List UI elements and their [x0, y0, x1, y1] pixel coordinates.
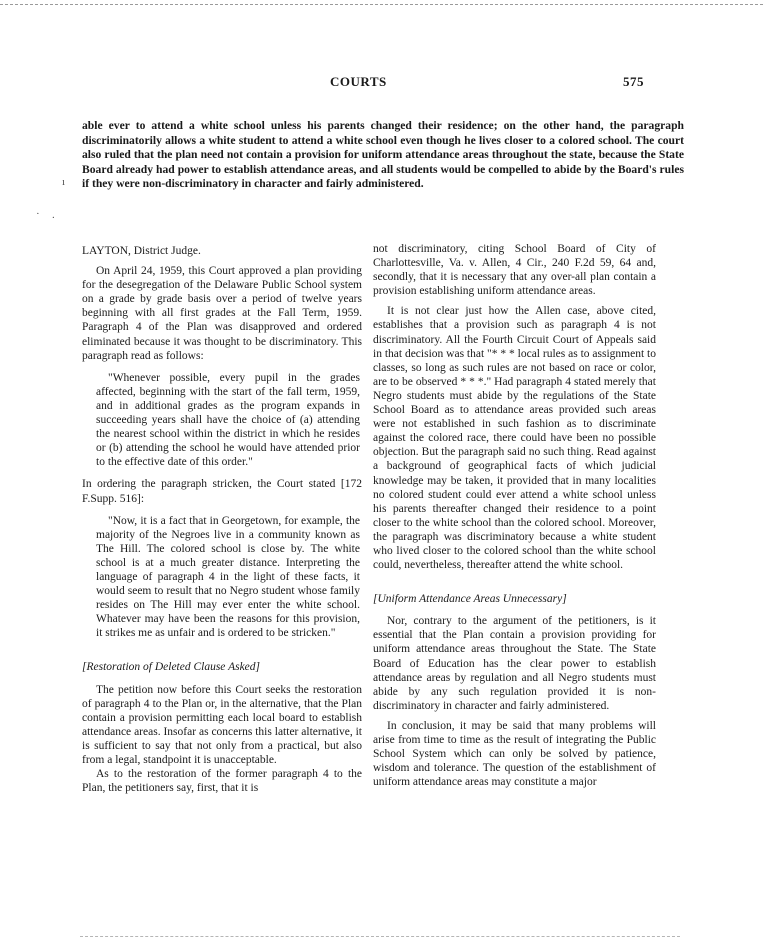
margin-mark: ∙ — [52, 212, 55, 224]
left-column — [82, 244, 362, 795]
top-scan-edge — [0, 4, 763, 5]
running-title: COURTS — [330, 74, 387, 89]
paragraph: not discriminatory, citing School Board of City of Charlottesville, Va. v. Allen, 4 Cir., 240 F.2d 59, 64 and, secondly, that it is necessary that any over-all plan contain a provision establishing uniform attendance areas. — [373, 243, 656, 298]
block-quote — [96, 371, 362, 470]
quote-text: "Now, it is a fact that in Georgetown, for example, the majority of the Negroes live in a community known as The Hill. The colored school is close by. The white school is at a much greater distance. Interpreting the language of paragraph 4 in the light of these facts, it would seem to result that no Negro student whose family resides on The Hill may ever enter the white school. Whatever may have been the reasons for this provision, it strikes me as unfair and is ordered to be stricken." — [96, 514, 360, 640]
section-heading: [Restoration of Deleted Clause Asked] — [82, 661, 261, 674]
judge-line: LAYTON, District Judge. — [82, 245, 201, 257]
section-heading: [Uniform Attendance Areas Unnecessary] — [373, 593, 567, 606]
paragraph: Nor, contrary to the argument of the petitioners, is it essential that the Plan contain a provision providing for uniform attendance areas throughout the State. The State Board of Education has the clear power to establish attendance areas by regulation and all Negro students must abide by any such regulation provided it is non-discriminatory in character and fairly administered. — [373, 615, 656, 712]
page-number: 575 — [623, 74, 644, 89]
paragraph: As to the restoration of the former paragraph 4 to the Plan, the petitioners say, first, that it is — [82, 768, 362, 795]
paragraph: It is not clear just how the Allen case, above cited, establishes that a provision such as paragraph 4 is not discriminatory. All the Fourth Circuit Court of Appeals said in that decision was that "* * * local rules as to assignment to classes, so long as such rules are not based on race or color, are to be observed * * *." Had paragraph 4 stated merely that Negro students must abide by the regulations of the State School Board as to attendance areas provided such areas were not established in such fashion as to discriminate against the colored race, there could have been no possible objection. But the paragraph said no such thing. Read against a background of geographical facts of which judicial knowledge may be taken, it provided that in many localities no colored student could ever attend a white school unless his parents thereafter changed their residence to a point closer to the white school than the colored school. Moreover, the paragraph was discriminatory because a white student who lived closer to the colored school than the white school could, nevertheless, thereafter attend the white school. — [373, 305, 656, 572]
quote-text: "Whenever possible, every pupil in the grades affected, beginning with the start of the fall term, 1959, and in additional grades as the program expands in succeeding years shall have the choice of (a) attending the nearest school within the district in which he resides or (b) attending the school he would have attended prior to the effective date of this order." — [96, 371, 360, 469]
right-column — [373, 242, 656, 789]
running-header — [0, 74, 763, 92]
headnote-summary: able ever to attend a white school unless his parents changed their residence; on the other hand, the paragraph discriminatorily allows a white student to attend a white school even though he lives closer to a colored school. The court also ruled that the plan need not contain a provision for uniform attendance areas throughout the state, because the State Board already had power to establish attendance areas, and all students would be compelled to abide by the Board's rules if they were non-discriminatory in character and fairly administered. — [82, 119, 684, 191]
block-quote — [96, 514, 362, 641]
paragraph: In conclusion, it may be said that many problems will arise from time to time as the result of integrating the Public School System which can only be solved by patience, wisdom and tolerance. The question of the establishment of uniform attendance areas may constitute a major — [373, 719, 656, 789]
margin-mark: ı — [62, 176, 66, 188]
paragraph: The petition now before this Court seeks the restoration of paragraph 4 to the Plan or, in the alternative, that the Plan contain a provision permitting each local board to establish attendance areas. Insofar as concerns this latter alternative, it is sufficient to say that not only from a practical, but also from a legal, standpoint it is unacceptable. — [82, 683, 362, 766]
paragraph: On April 24, 1959, this Court approved a plan providing for the desegregation of the Delaware Public School system on a grade by grade basis over a period of twelve years beginning with all first grades at the Fall Term, 1959. Paragraph 4 of the Plan was disapproved and ordered eliminated because it was thought to be discriminatory. This paragraph read as follows: — [82, 265, 362, 362]
margin-mark: · — [36, 208, 40, 220]
bottom-scan-edge — [80, 936, 680, 937]
paragraph: In ordering the paragraph stricken, the Court stated [172 F.Supp. 516]: — [82, 478, 362, 505]
